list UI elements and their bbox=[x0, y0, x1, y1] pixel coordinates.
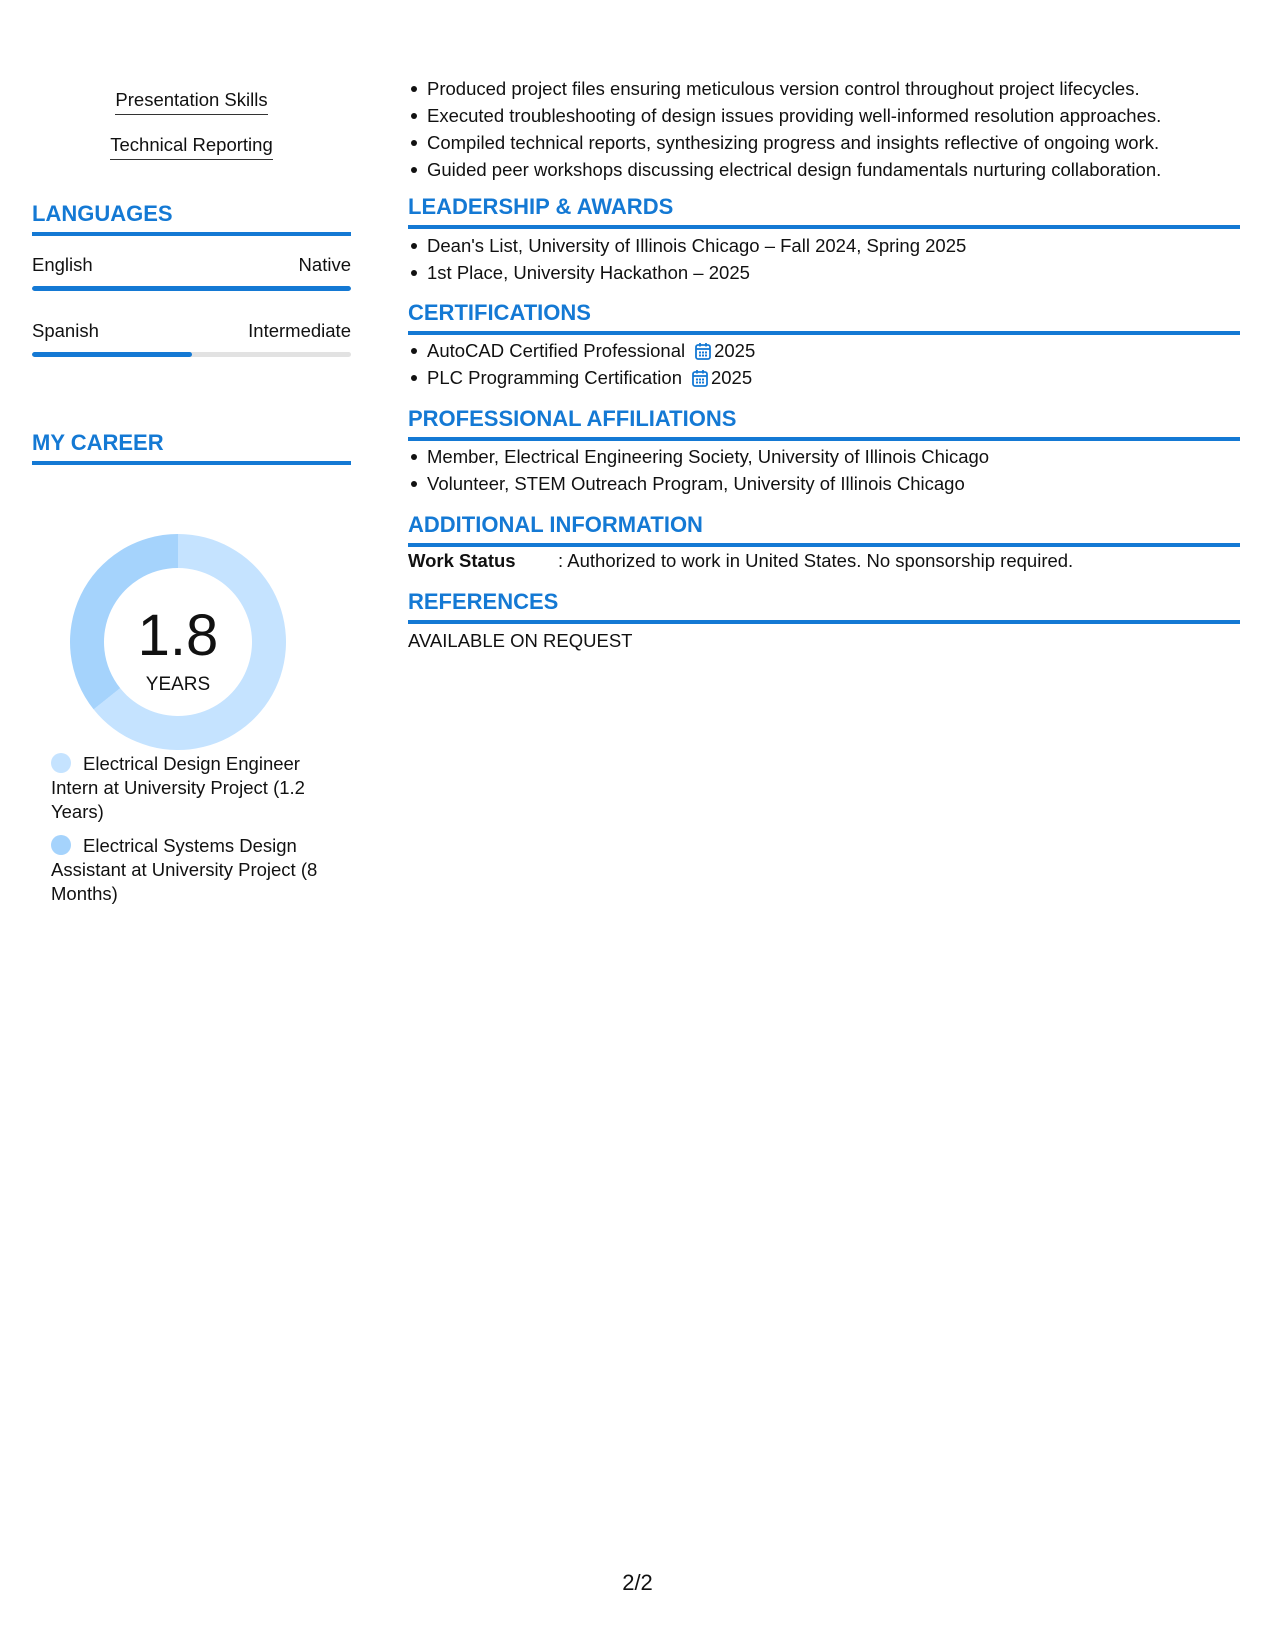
list-item: Dean's List, University of Illinois Chicago – Fall 2024, Spring 2025 bbox=[427, 232, 1259, 259]
work-status-value: : Authorized to work in United States. No sponsorship required. bbox=[558, 550, 1074, 571]
career-heading: MY CAREER bbox=[32, 430, 351, 465]
career-total: 1.8 bbox=[137, 603, 219, 668]
language-bar-fill bbox=[32, 286, 351, 291]
references-text: AVAILABLE ON REQUEST bbox=[408, 630, 633, 651]
affiliations-heading: PROFESSIONAL AFFILIATIONS bbox=[408, 406, 1240, 441]
skill-item: Presentation Skills bbox=[115, 89, 267, 115]
list-item: Compiled technical reports, synthesizing progress and insights reflective of ongoing work. bbox=[427, 129, 1259, 156]
language-name: Spanish bbox=[32, 320, 99, 341]
career-donut-chart bbox=[66, 530, 290, 754]
certification-year: 2025 bbox=[714, 340, 756, 361]
list-item: Produced project files ensuring meticulous version control throughout project lifecycles. bbox=[427, 75, 1259, 102]
language-bar-english bbox=[32, 286, 351, 291]
list-item: Member, Electrical Engineering Society, University of Illinois Chicago bbox=[427, 443, 1259, 470]
list-item: Guided peer workshops discussing electrical design fundamentals nurturing collaboration. bbox=[427, 156, 1259, 183]
career-legend-item bbox=[51, 752, 341, 824]
legend-label: Electrical Systems Design Assistant at University Project (8 Months) bbox=[51, 835, 318, 904]
career-unit: YEARS bbox=[145, 674, 211, 695]
calendar-icon bbox=[695, 342, 711, 360]
work-status-label: Work Status bbox=[408, 550, 516, 571]
list-item bbox=[427, 337, 1259, 364]
leadership-heading: LEADERSHIP & AWARDS bbox=[408, 194, 1240, 229]
certification-year: 2025 bbox=[710, 367, 753, 388]
list-item: 1st Place, University Hackathon – 2025 bbox=[427, 259, 1259, 286]
legend-dot bbox=[51, 835, 71, 855]
page-number: 2/2 bbox=[622, 1570, 653, 1595]
language-bar-fill bbox=[32, 352, 192, 357]
language-row-english bbox=[32, 254, 351, 276]
references-heading: REFERENCES bbox=[408, 589, 1240, 624]
legend-dot bbox=[51, 753, 71, 773]
languages-heading: LANGUAGES bbox=[32, 201, 351, 236]
skill-item: Technical Reporting bbox=[110, 134, 272, 160]
list-item: Volunteer, STEM Outreach Program, University of Illinois Chicago bbox=[427, 470, 1259, 497]
language-row-spanish bbox=[32, 320, 351, 342]
language-level: Intermediate bbox=[248, 320, 351, 341]
leadership-list bbox=[408, 232, 1259, 286]
experience-bullets bbox=[408, 75, 1259, 183]
list-item bbox=[427, 364, 1259, 391]
additional-heading: ADDITIONAL INFORMATION bbox=[408, 512, 1240, 547]
affiliations-list bbox=[408, 443, 1259, 497]
list-item: Executed troubleshooting of design issues providing well-informed resolution approaches. bbox=[427, 102, 1259, 129]
certifications-heading: CERTIFICATIONS bbox=[408, 300, 1240, 335]
certifications-list bbox=[408, 337, 1259, 391]
legend-label: Electrical Design Engineer Intern at University Project (1.2 Years) bbox=[51, 753, 305, 822]
language-bar-spanish bbox=[32, 352, 351, 357]
career-legend-item bbox=[51, 834, 341, 906]
calendar-icon bbox=[692, 369, 708, 387]
certification-name: PLC Programming Certification bbox=[427, 367, 682, 388]
certification-name: AutoCAD Certified Professional bbox=[427, 340, 686, 361]
work-status-row bbox=[408, 550, 1240, 572]
language-name: English bbox=[32, 254, 93, 275]
language-level: Native bbox=[298, 254, 351, 275]
